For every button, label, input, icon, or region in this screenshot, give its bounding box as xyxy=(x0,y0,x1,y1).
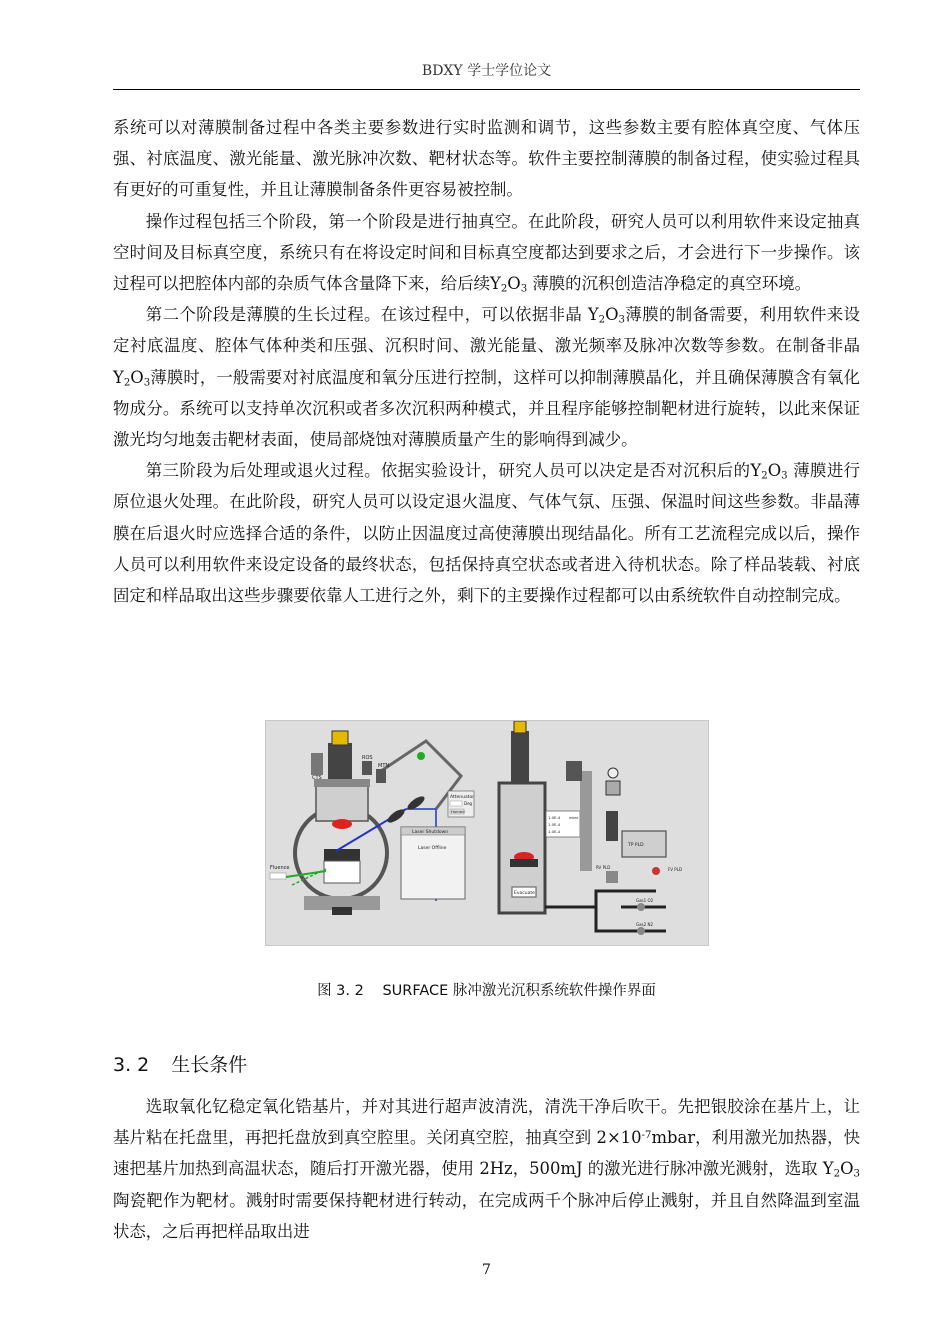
figure-caption-text: SURFACE 脉冲激光沉积系统软件操作界面 xyxy=(382,983,656,999)
formula-y2o3: $Y_2O_3$ xyxy=(587,305,626,326)
page-header: BDXY 学士学位论文 xyxy=(421,63,552,79)
paragraph-4-text-b: 薄膜进行原位退火处理。在此阶段，研究人员可以设定退火温度、气体气氛、压强、保温时间这些参数。非晶薄膜在后退火时应选择合适的条件，以防止因温度过高使薄膜出现结晶化。所有工艺流程完成以后，操作人员可以利用软件来设定设备的最终状态，包括保持真空状态或者进入待机状态。除了样品装载、衬底固定和样品取出这些步骤要依靠人工进行之外，剩下的主要操作过程都可以由系统软件自动控制完成。 xyxy=(113,461,861,606)
formula-y2o3: $Y_2O_3$ xyxy=(822,1159,860,1180)
svg-text:1.0E-4: 1.0E-4 xyxy=(548,822,561,827)
paragraph-4-text-a: 第三阶段为后处理或退火过程。依据实验设计，研究人员可以决定是否对沉积后的 xyxy=(145,461,751,481)
paragraph-1 xyxy=(113,112,860,206)
label-c: MTN xyxy=(378,763,390,769)
paragraph-2-text-b: 薄膜的沉积创造洁净稳定的真空环境。 xyxy=(532,274,812,294)
label-b: ROS xyxy=(362,755,373,761)
svg-text:Deg: Deg xyxy=(464,801,473,806)
svg-text:Attenuator: Attenuator xyxy=(450,795,475,800)
svg-text:1.0E-4: 1.0E-4 xyxy=(548,815,561,820)
body-text-top xyxy=(113,112,860,611)
svg-text:TP PLD: TP PLD xyxy=(628,843,644,848)
fluence-label: Fluence xyxy=(270,865,290,871)
svg-text:Homed: Homed xyxy=(451,809,465,814)
section-heading xyxy=(113,1050,247,1077)
section-number: 3. 2 xyxy=(113,1054,150,1076)
paragraph-2-text-a: 操作过程包括三个阶段，第一个阶段是进行抽真空。在此阶段，研究人员可以利用软件来设定抽真空时间及目标真空度，系统只有在将设定时间和目标真空度都达到要求之后，才会进行下一步操作。该过程可以把腔体内部的杂质气体含量降下来，给后续 xyxy=(113,211,860,294)
attenuator-widget xyxy=(448,791,474,817)
paragraph-5-text-a: 选取氧化钇稳定氧化锆基片，并对其进行超声波清洗，清洗干净后吹干。先把银胶涂在基片上，让基片粘在托盘里，再把托盘放到真空腔里。关闭真空腔，抽真空到 2×10 xyxy=(113,1097,860,1148)
svg-text:Gas2 N2: Gas2 N2 xyxy=(636,922,653,927)
label-a: CTS xyxy=(312,775,322,781)
figure-caption xyxy=(113,979,860,1000)
paragraph-3-text-c: 薄膜时，一般需要对衬底温度和氧分压进行控制，这样可以抑制薄膜晶化，并且确保薄膜含有氧化物成分。系统可以支持单次沉积或者多次沉积两种模式，并且程序能够控制靶材进行旋转，以此来保证激光均匀地轰击靶材表面，使局部烧蚀对薄膜质量产生的影响得到减少。 xyxy=(113,367,860,450)
svg-text:Evacuate: Evacuate xyxy=(514,891,535,896)
paragraph-5-text-b: mbar，利用激光加热器，快速把基片加热到高温状态，随后打开激光器，使用 2Hz，500mJ 的激光进行脉冲激光溅射，选取 xyxy=(113,1128,860,1179)
svg-text:Laser Shutdown: Laser Shutdown xyxy=(412,830,449,835)
svg-text:Laser Offline: Laser Offline xyxy=(418,846,447,851)
paragraph-5-text-c: 陶瓷靶作为靶材。溅射时需要保持靶材进行转动，在完成两千个脉冲后停止溅射，并且自然降温到室温状态，之后再把样品取出进 xyxy=(113,1190,860,1241)
svg-text:FV PLD: FV PLD xyxy=(668,867,683,872)
body-text-bottom xyxy=(113,1091,860,1247)
figure-svg xyxy=(266,721,708,945)
paragraph-3-text-b: 薄膜的制备需要，利用软件来设定衬底温度、腔体气体种类和压强、沉积时间、激光能量、激光频率及脉冲次数等参数。在制备非晶 xyxy=(113,305,861,356)
figure-software-interface xyxy=(265,720,709,946)
exponent: -7 xyxy=(641,1130,652,1142)
figure-caption-label: 图 3. 2 xyxy=(317,983,364,999)
paragraph-3 xyxy=(113,299,860,455)
paragraph-3-text-a: 第二个阶段是薄膜的生长过程。在该过程中，可以依据非晶 xyxy=(145,305,583,325)
formula-y2o3: $Y_2O_3$ xyxy=(113,367,151,389)
svg-text:Gas1 O2: Gas1 O2 xyxy=(636,898,654,903)
svg-text:RV PLD: RV PLD xyxy=(596,865,611,870)
svg-text:1.0E-4: 1.0E-4 xyxy=(548,829,561,834)
paragraph-2 xyxy=(113,206,860,300)
formula-y2o3: $Y_2O_3$ xyxy=(750,461,788,482)
paragraph-4 xyxy=(113,455,860,611)
svg-text:mbar: mbar xyxy=(569,816,579,820)
formula-y2o3: $Y_2O_3$ xyxy=(489,274,528,295)
paragraph-1-text: 系统可以对薄膜制备过程中各类主要参数进行实时监测和调节，这些参数主要有腔体真空度、气体压强、衬底温度、激光能量、激光脉冲次数、靶材状态等。软件主要控制薄膜的制备过程，使实验过程具有更好的可重复性，并且让薄膜制备条件更容易被控制。 xyxy=(113,118,860,200)
laser-status-panel xyxy=(401,827,465,899)
header-rule xyxy=(113,89,860,90)
paragraph-5 xyxy=(113,1091,860,1247)
section-title: 生长条件 xyxy=(171,1054,248,1076)
page-number: 7 xyxy=(482,1262,491,1278)
